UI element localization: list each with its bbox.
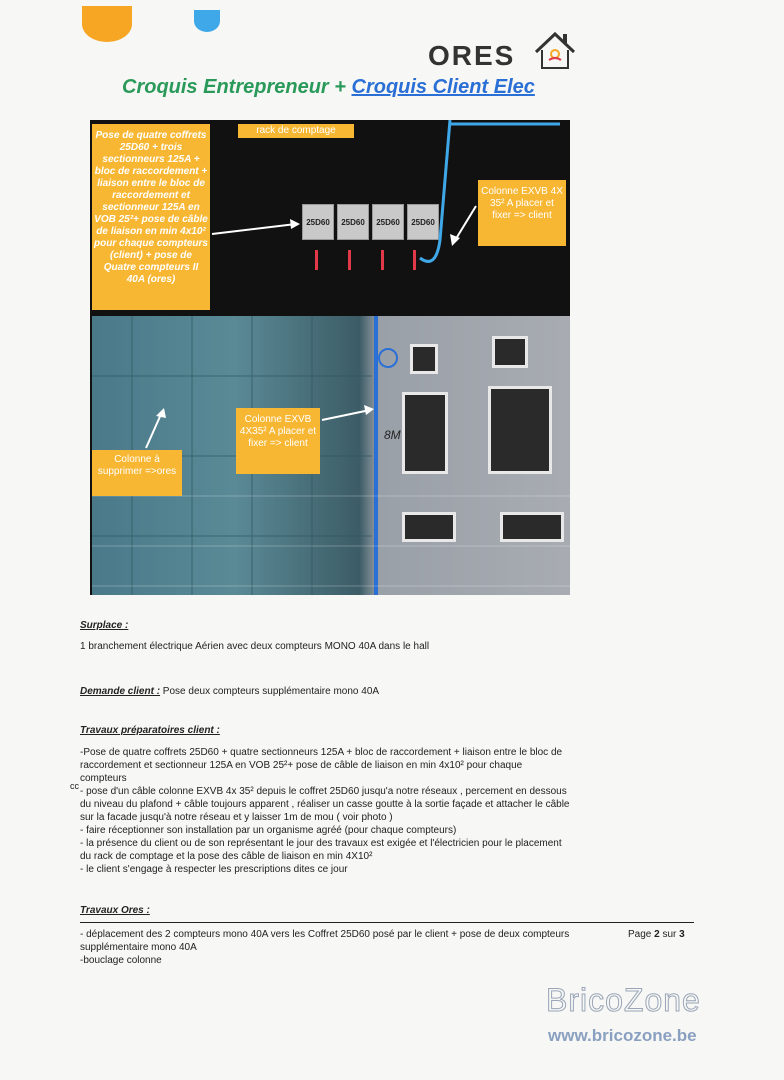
page-mid: sur <box>659 929 680 940</box>
surplace-text: 1 branchement électrique Aérien avec deux compteurs MONO 40A dans le hall <box>80 641 430 652</box>
note-colonne-supprimer: Colonne à supprimer =>ores <box>92 450 182 496</box>
coffret-box: 25D60 <box>302 204 334 240</box>
ores-logo: ORES <box>428 40 516 71</box>
list-item: raccordement et sectionneur 125A en VOB 25²+ pose de câble de liaison en min 4x10² pour chaque <box>80 760 523 771</box>
list-item: du niveau du plafond + câble toujours apparent , réaliser un casse goutte à la sortie façade et attacher le câble <box>80 799 570 810</box>
travaux-client-list <box>80 746 700 876</box>
demande-client <box>80 685 379 698</box>
list-item: - le client s'engage à respecter les prescriptions dites ce jour <box>80 864 348 875</box>
demande-text: Pose deux compteurs supplémentaire mono 40A <box>160 686 380 697</box>
label-rack-comptage: rack de comptage <box>238 124 354 138</box>
section-demande-title: Demande client : <box>80 686 161 697</box>
watermark-url: www.bricozone.be <box>548 1026 697 1045</box>
note-colonne-center: Colonne EXVB 4X35² A placer et fixer => client <box>236 408 320 474</box>
watermark-brand: BricoZone <box>546 982 701 1018</box>
list-item: - déplacement des 2 compteurs mono 40A vers les Coffret 25D60 posé par le client + pose de deux compteurs <box>80 929 570 940</box>
site-photo-diagram <box>90 120 570 595</box>
page-prefix: Page <box>628 929 655 940</box>
list-item: sur la facade jusqu'à notre réseau et y laisser 1m de mou ( voir photo ) <box>80 812 393 823</box>
section-travaux-ores-title: Travaux Ores : <box>80 905 150 916</box>
note-colonne-top: Colonne EXVB 4X 35² A placer et fixer => client <box>478 180 566 246</box>
section-surplace-title: Surplace : <box>80 620 129 631</box>
coffret-box: 25D60 <box>337 204 369 240</box>
logo-shape-orange <box>82 6 132 42</box>
house-logo-icon <box>532 30 578 72</box>
page-current: 2 <box>654 929 660 940</box>
margin-mark: cc <box>70 781 79 791</box>
title-link[interactable]: Croquis Client Elec <box>351 76 535 98</box>
list-item: - pose d'un câble colonne EXVB 4x 35² depuis le coffret 25D60 jusqu'a notre réseaux , percement en dessous <box>80 786 567 797</box>
travaux-ores-list <box>80 928 620 967</box>
list-item: - la présence du client ou de son représentant le jour des travaux est exigée et l'électricien pour le placement <box>80 838 562 849</box>
divider <box>80 922 694 923</box>
title-part-1: Croquis Entrepreneur + <box>122 76 352 98</box>
section-travaux-client-title: Travaux préparatoires client : <box>80 725 220 736</box>
note-coffrets: Pose de quatre coffrets 25D60 + trois sectionneurs 125A + bloc de raccordement + liaison entre le bloc de raccordement et sectionneur 125A en VOB 25²+ pose de câble de liaison en min 4x10² pour chaque compteurs (client) + pose de Quatre compteurs II 40A (ores) <box>92 124 210 310</box>
list-item: supplémentaire mono 40A <box>80 942 197 953</box>
logo-shape-blue <box>194 10 220 32</box>
handwritten-note: 8M <box>384 428 401 442</box>
list-item: compteurs <box>80 773 127 784</box>
diagram-arrows <box>90 120 570 595</box>
page-number <box>628 928 685 941</box>
page-total: 3 <box>679 929 685 940</box>
list-item: - faire réceptionner son installation par un organisme agréé (pour chaque compteurs) <box>80 825 457 836</box>
coffret-box: 25D60 <box>372 204 404 240</box>
list-item: du rack de comptage et la pose des câble de liaison en min 4X10² <box>80 851 373 862</box>
coffret-box: 25D60 <box>407 204 439 240</box>
page-title <box>122 76 535 99</box>
list-item: -bouclage colonne <box>80 955 162 966</box>
list-item: -Pose de quatre coffrets 25D60 + quatre sectionneurs 125A + bloc de raccordement + liaison entre le bloc de <box>80 747 563 758</box>
